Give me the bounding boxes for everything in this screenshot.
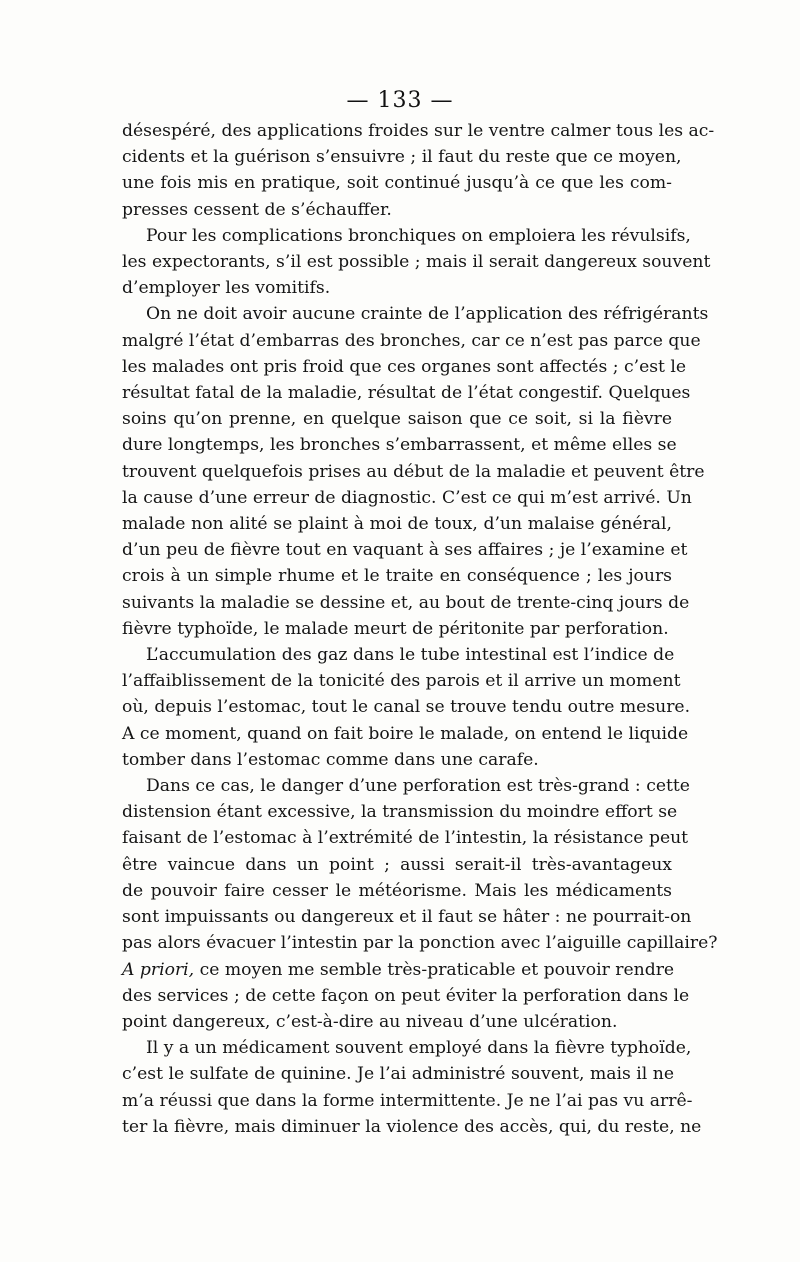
text-line: soins qu’on prenne, en quelque saison que ce soit, si la fièvre <box>122 409 672 430</box>
paragraph-3 <box>122 301 709 642</box>
text-line: Il y a un médicament souvent employé dans la fièvre typhoïde, <box>146 1038 692 1059</box>
paragraph-6 <box>122 1035 702 1140</box>
text-line: pas alors évacuer l’intestin par la ponction avec l’aiguille capillaire? <box>122 933 718 954</box>
text-line: d’employer les vomitifs. <box>122 278 331 299</box>
text-fragment: ce moyen me semble très-praticable et pouvoir rendre <box>194 959 675 980</box>
text-line: l’affaiblissement de la tonicité des parois et il arrive un moment <box>122 671 681 692</box>
text-line: cidents et la guérison s’ensuivre ; il faut du reste que ce moyen, <box>122 147 682 168</box>
text-line: tomber dans l’estomac comme dans une carafe. <box>122 749 539 770</box>
text-line: Pour les complications bronchiques on emploiera les révulsifs, <box>146 225 691 246</box>
body-text <box>122 118 718 1140</box>
paragraph-2 <box>122 223 711 302</box>
text-line: malgré l’état d’embarras des bronches, car ce n’est pas parce que <box>122 330 701 351</box>
text-line: sont impuissants ou dangereux et il faut se hâter : ne pourrait-on <box>122 907 692 928</box>
text-line: désespéré, des applications froides sur le ventre calmer tous les ac- <box>122 121 715 141</box>
text-line: fièvre typhoïde, le malade meurt de péritonite par perforation. <box>122 618 669 639</box>
text-line: des services ; de cette façon on peut éviter la perforation dans le <box>122 985 690 1006</box>
paragraph-4 <box>122 642 691 773</box>
paragraph-1 <box>122 118 715 223</box>
text-line: faisant de l’estomac à l’extrémité de l’intestin, la résistance peut <box>122 828 689 849</box>
text-line: où, depuis l’estomac, tout le canal se trouve tendu outre mesure. <box>122 697 691 718</box>
text-line: c’est le sulfate de quinine. Je l’ai administré souvent, mais il ne <box>122 1064 674 1085</box>
text-line: trouvent quelquefois prises au début de la maladie et peuvent être <box>122 461 705 482</box>
text-line: une fois mis en pratique, soit continué jusqu’à ce que les com- <box>122 173 672 194</box>
text-line: malade non alité se plaint à moi de toux, d’un malaise général, <box>122 514 672 535</box>
text-line: la cause d’une erreur de diagnostic. C’est ce qui m’est arrivé. Un <box>122 487 692 508</box>
text-line: dure longtemps, les bronches s’embarrassent, et même elles se <box>122 435 677 456</box>
text-line: Dans ce cas, le danger d’une perforation est très-grand : cette <box>146 776 690 797</box>
paragraph-5 <box>122 773 718 1035</box>
text-line: d’un peu de fièvre tout en vaquant à ses affaires ; je l’examine et <box>122 540 688 561</box>
text-line: suivants la maladie se dessine et, au bout de trente-cinq jours de <box>122 592 690 613</box>
text-line: de pouvoir faire cesser le météorisme. Mais les médicaments <box>122 880 672 901</box>
text-line: les malades ont pris froid que ces organes sont affectés ; c’est le <box>122 356 687 377</box>
text-line: m’a réussi que dans la forme intermittente. Je ne l’ai pas vu arrê- <box>122 1090 693 1111</box>
text-line-mixed <box>122 957 675 983</box>
text-line: presses cessent de s’échauffer. <box>122 199 392 220</box>
text-line: résultat fatal de la maladie, résultat de l’état congestif. Quelques <box>122 383 691 404</box>
text-line: être vaincue dans un point ; aussi serait-il très-avantageux <box>122 854 672 875</box>
page-number: — 133 — <box>346 88 454 113</box>
text-line: distension étant excessive, la transmission du moindre effort se <box>122 802 678 823</box>
italic-phrase: A priori, <box>122 959 195 980</box>
text-line: crois à un simple rhume et le traite en conséquence ; les jours <box>122 566 672 587</box>
text-line: A ce moment, quand on fait boire le malade, on entend le liquide <box>122 723 689 744</box>
text-line: point dangereux, c’est-à-dire au niveau d’une ulcération. <box>122 1011 618 1032</box>
text-line: ter la fièvre, mais diminuer la violence des accès, qui, du reste, ne <box>122 1116 702 1137</box>
text-line: On ne doit avoir aucune crainte de l’application des réfrigérants <box>146 304 709 325</box>
text-line: les expectorants, s’il est possible ; mais il serait dangereux souvent <box>122 252 711 273</box>
text-line: L’accumulation des gaz dans le tube intestinal est l’indice de <box>146 645 675 666</box>
